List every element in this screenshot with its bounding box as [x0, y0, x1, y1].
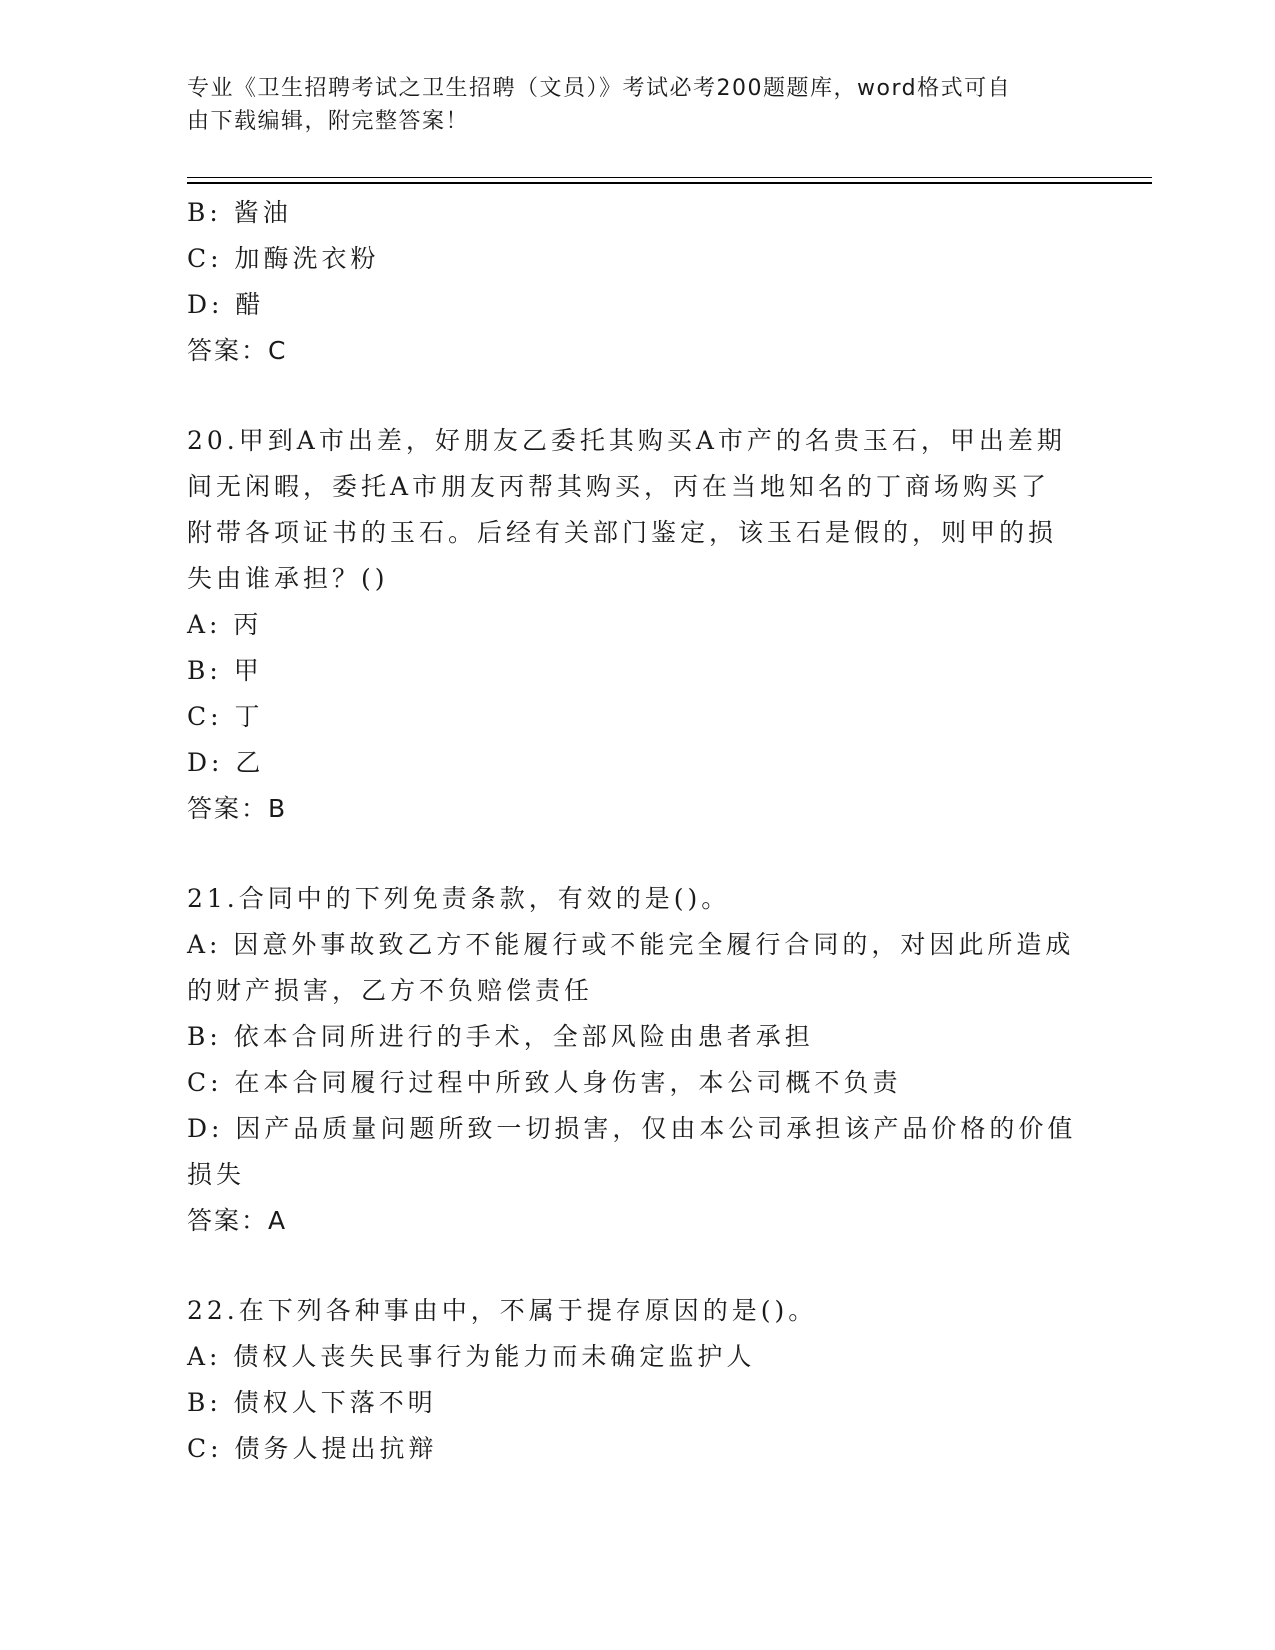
question-22 [187, 1288, 1087, 1472]
header-divider-thick [187, 182, 1152, 184]
question-stem-line: 间无闲暇，委托A市朋友丙帮其购买，丙在当地知名的丁商场购买了 [187, 472, 1051, 501]
question-stem: 21.合同中的下列免责条款，有效的是()。 [187, 884, 731, 913]
option-d: D: 醋 [187, 290, 265, 319]
option-a: A: 债权人丧失民事行为能力而未确定监护人 [187, 1342, 756, 1371]
question-list [187, 190, 1087, 1472]
answer: 答案：C [187, 336, 288, 365]
option-a: A: 丙 [187, 610, 263, 639]
spacer [187, 1244, 1087, 1288]
question-20 [187, 418, 1087, 832]
question-stem-line: 失由谁承担？() [187, 564, 389, 593]
question-21 [187, 876, 1087, 1244]
option-c: C: 加酶洗衣粉 [187, 244, 380, 273]
question-stem-line: 附带各项证书的玉石。后经有关部门鉴定，该玉石是假的，则甲的损 [187, 518, 1058, 547]
option-c: C: 在本合同履行过程中所致人身伤害，本公司概不负责 [187, 1068, 902, 1097]
option-a: A: 因意外事故致乙方不能履行或不能完全履行合同的，对因此所造成 [187, 930, 1075, 959]
header-divider-thin [187, 177, 1152, 178]
option-b: B: 酱油 [187, 198, 292, 227]
page-header [187, 72, 1087, 138]
answer: 答案：B [187, 794, 288, 823]
option-d: D: 因产品质量问题所致一切损害，仅由本公司承担该产品价格的价值 [187, 1114, 1077, 1143]
option-b: B: 依本合同所进行的手术，全部风险由患者承担 [187, 1022, 814, 1051]
option-a-continued: 的财产损害，乙方不负赔偿责任 [187, 976, 594, 1005]
question-stem-line: 20.甲到A市出差，好朋友乙委托其购买A市产的名贵玉石，甲出差期 [187, 426, 1066, 455]
answer: 答案：A [187, 1206, 288, 1235]
option-b: B: 甲 [187, 656, 263, 685]
spacer [187, 374, 1087, 418]
spacer [187, 832, 1087, 876]
option-b: B: 债权人下落不明 [187, 1388, 437, 1417]
question-stem: 22.在下列各种事由中，不属于提存原因的是()。 [187, 1296, 818, 1325]
question-19 [187, 190, 1087, 374]
option-c: C: 丁 [187, 702, 264, 731]
header-line-2: 由下载编辑，附完整答案！ [187, 109, 470, 134]
option-d: D: 乙 [187, 748, 265, 777]
option-c: C: 债务人提出抗辩 [187, 1434, 438, 1463]
option-d-continued: 损失 [187, 1160, 246, 1189]
header-line-1: 专业《卫生招聘考试之卫生招聘（文员）》考试必考200题题库，word格式可自 [187, 76, 1012, 101]
